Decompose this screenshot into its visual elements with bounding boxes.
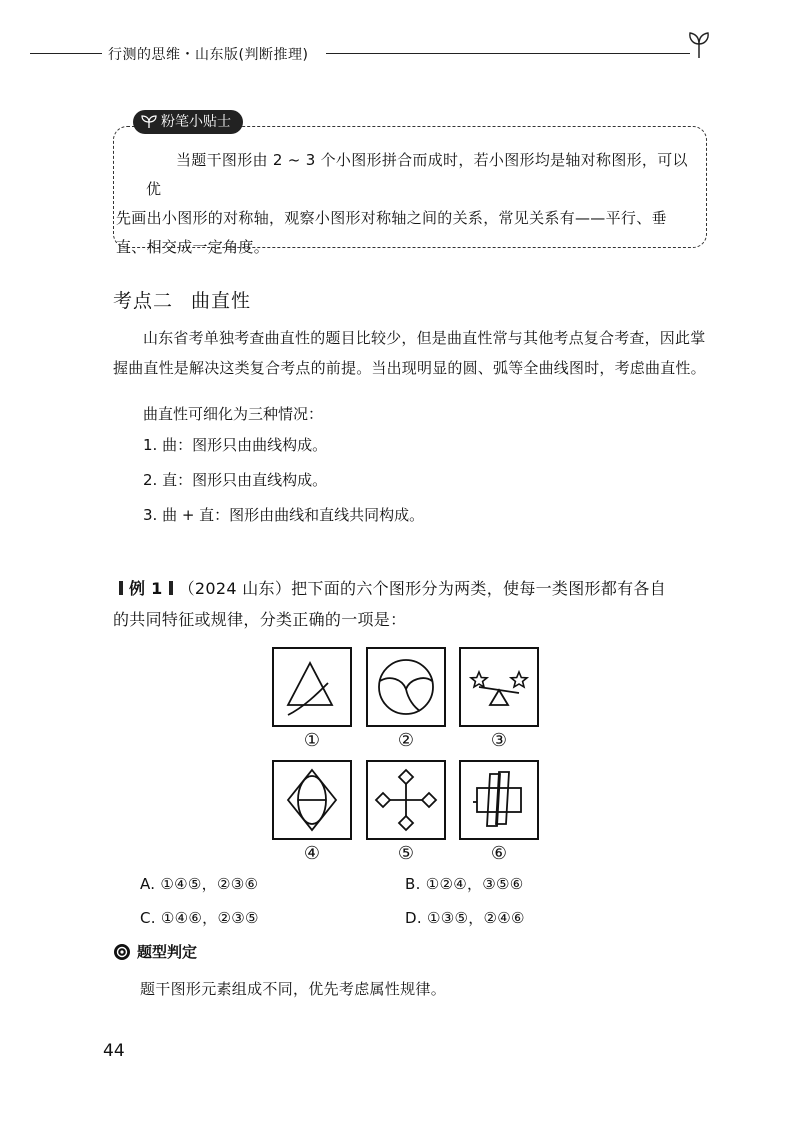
example-text-1: （2024 山东）把下面的六个图形分为两类，使每一类图形都有各自 — [178, 579, 667, 598]
page-number: 44 — [103, 1041, 125, 1061]
header-rule-right — [326, 53, 690, 54]
para1-line-1: 山东省考单独考查曲直性的题目比较少，但是曲直性常与其他考点复合考查，因此掌 — [143, 329, 706, 347]
header-title: 行测的思维・山东版(判断推理) — [108, 47, 309, 63]
option-b[interactable]: B. ①②④，③⑤⑥ — [405, 875, 524, 893]
example-tag: 例 1 — [129, 579, 163, 598]
judge-title — [113, 941, 197, 962]
figure-4 — [272, 760, 352, 840]
sprout-icon — [141, 115, 157, 129]
tip-label-text: 粉笔小贴士 — [161, 114, 231, 130]
figure-label-6: ⑥ — [490, 843, 508, 864]
section-paragraph-2: 曲直性可细化为三种情况： — [143, 405, 324, 423]
list-item: 3. 曲 + 直：图形由曲线和直线共同构成。 — [143, 506, 425, 524]
judge-title-text: 题型判定 — [137, 943, 198, 961]
tip-text — [116, 146, 692, 262]
option-d[interactable]: D. ①③⑤，②④⑥ — [405, 909, 525, 927]
header-rule-left — [30, 53, 102, 54]
example-line-2: 的共同特征或规律，分类正确的一项是： — [113, 610, 407, 629]
section-number: 考点二 — [113, 290, 174, 312]
figure-label-2: ② — [397, 730, 415, 751]
option-c[interactable]: C. ①④⑥，②③⑤ — [140, 909, 259, 927]
list-item: 1. 曲：图形只由曲线构成。 — [143, 436, 328, 454]
gear-icon — [113, 943, 131, 961]
para1-line-2: 握曲直性是解决这类复合考点的前提。当出现明显的圆、弧等全曲线图时，考虑曲直性。 — [113, 359, 706, 377]
figure-5 — [366, 760, 446, 840]
judge-text: 题干图形元素组成不同，优先考虑属性规律。 — [140, 980, 447, 998]
figure-label-3: ③ — [490, 730, 508, 751]
bracket-mark-right — [169, 581, 173, 595]
figure-3 — [459, 647, 539, 727]
figure-label-1: ① — [303, 730, 321, 751]
option-a[interactable]: A. ①④⑤，②③⑥ — [140, 875, 259, 893]
bracket-mark-left — [119, 581, 123, 595]
tip-line-2: 先画出小图形的对称轴，观察小图形对称轴之间的关系，常见关系有——平行、垂 — [116, 209, 667, 227]
list-item: 2. 直：图形只由直线构成。 — [143, 471, 328, 489]
figure-1 — [272, 647, 352, 727]
tip-line-1: 当题干图形由 2 ~ 3 个小图形拼合而成时，若小图形均是轴对称图形，可以优 — [146, 151, 688, 198]
figure-2 — [366, 647, 446, 727]
sprout-icon — [686, 30, 712, 60]
section-title — [113, 286, 251, 313]
figure-label-5: ⑤ — [397, 843, 415, 864]
tip-label — [133, 110, 243, 134]
figure-6 — [459, 760, 539, 840]
tip-line-3: 直、相交成一定角度。 — [116, 238, 270, 256]
section-paragraph-1 — [113, 323, 713, 383]
figure-label-4: ④ — [303, 843, 321, 864]
section-name: 曲直性 — [191, 290, 252, 312]
example-line-1 — [113, 576, 666, 599]
